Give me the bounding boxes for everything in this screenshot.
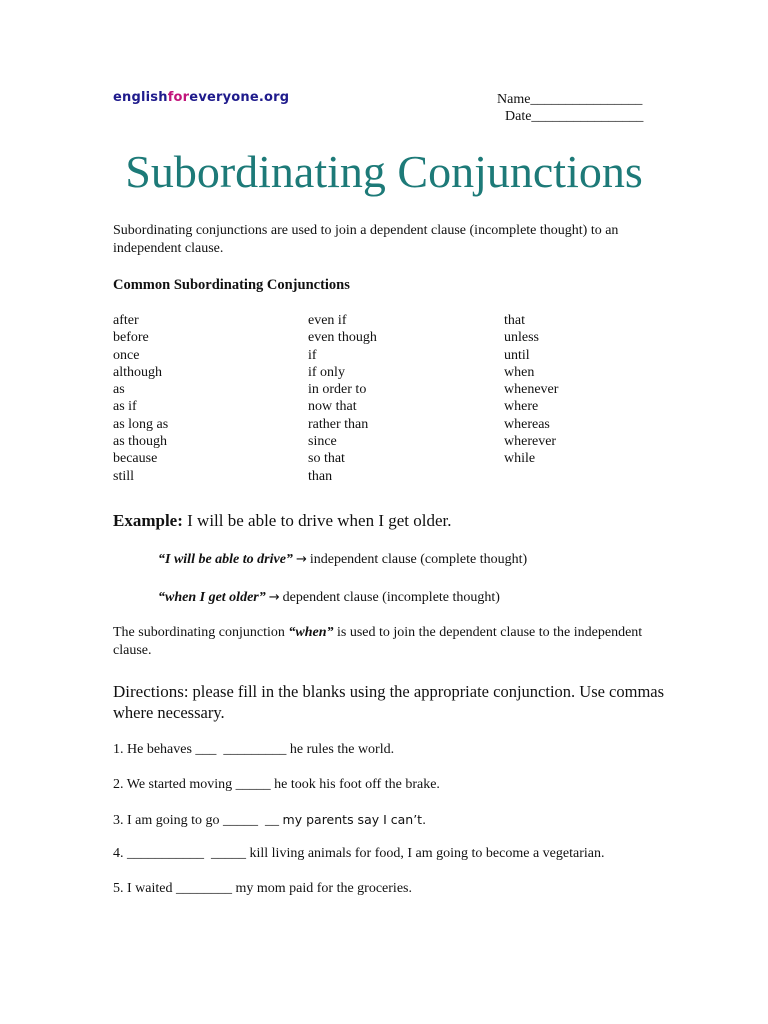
example-sentence: [113, 511, 452, 531]
dependent-clause-quote: “when I get older”: [158, 590, 266, 605]
common-conjunctions-heading: Common Subordinating Conjunctions: [113, 277, 350, 293]
independent-clause-desc: independent clause (complete thought): [309, 552, 528, 567]
conjunction-item: where: [504, 399, 539, 415]
conjunction-item: wherever: [504, 434, 557, 450]
right-arrow-icon: →: [268, 590, 280, 605]
question-3: [113, 812, 426, 829]
conjunction-item: than: [308, 468, 333, 484]
conjunction-item: when: [504, 364, 535, 380]
explain-before: The subordinating conjunction: [113, 625, 289, 640]
name-line: Name________________: [497, 92, 643, 107]
conjunction-item: as long as: [113, 416, 169, 432]
conjunction-item: after: [113, 313, 139, 328]
conjunction-item: in order to: [308, 382, 367, 398]
conjunction-item: unless: [504, 330, 539, 346]
logo-text-english: english: [113, 90, 168, 105]
intro-paragraph: Subordinating conjunctions are used to join a dependent clause (incomplete thought) to an independent clause.: [113, 223, 619, 256]
conjunction-item: once: [113, 347, 140, 363]
conjunction-item: while: [504, 451, 536, 467]
site-logo[interactable]: [113, 90, 289, 105]
page-title: Subordinating Conjunctions: [125, 146, 643, 197]
conjunction-item: as though: [113, 434, 168, 450]
question-3-start: 3. I am going to go _____ __: [113, 813, 283, 828]
conjunction-item: that: [504, 313, 525, 328]
independent-clause-line: [158, 552, 527, 568]
dependent-clause-desc: dependent clause (incomplete thought): [282, 590, 500, 605]
logo-text-for: for: [167, 90, 190, 105]
conjunction-column-2: [308, 312, 377, 485]
explain-word: “when”: [288, 625, 334, 640]
question-4: 4. ___________ _____ kill living animals for food, I am going to become a vegetarian.: [113, 846, 605, 861]
directions-label: Directions: [113, 682, 184, 701]
directions-paragraph: [113, 681, 673, 723]
conjunction-item: now that: [308, 399, 357, 415]
conjunction-item: even though: [308, 330, 377, 346]
example-label: Example:: [113, 511, 183, 530]
directions-text: : please fill in the blanks using the appropriate conjunction. Use commas where necessary.: [113, 682, 665, 722]
conjunction-column-1: [113, 312, 168, 485]
conjunction-item: as if: [113, 399, 137, 415]
example-text: I will be able to drive when I get older.: [182, 511, 452, 530]
conjunction-item: if: [308, 347, 317, 363]
date-line: Date________________: [505, 109, 644, 124]
conjunction-item: because: [113, 451, 158, 467]
dependent-clause-line: [158, 590, 500, 606]
explanation-paragraph: [113, 624, 658, 660]
conjunction-item: so that: [308, 451, 345, 467]
conjunction-item: whereas: [504, 416, 550, 432]
logo-text-everyone: everyone.org: [189, 90, 290, 105]
question-1: 1. He behaves ___ _________ he rules the world.: [113, 742, 395, 757]
explain-after: is used to join the dependent clause to the independent clause.: [113, 625, 643, 658]
right-arrow-icon: →: [295, 552, 307, 567]
name-date-block: [497, 91, 643, 125]
conjunction-item: still: [113, 468, 135, 484]
conjunction-item: as: [113, 382, 125, 398]
question-2: 2. We started moving _____ he took his foot off the brake.: [113, 777, 440, 792]
question-3-end: my parents say I can’t.: [282, 812, 427, 827]
conjunction-column-3: [504, 312, 558, 468]
conjunction-item: before: [113, 330, 149, 346]
conjunction-item: rather than: [308, 416, 369, 432]
conjunction-item: if only: [308, 364, 345, 380]
independent-clause-quote: “I will be able to drive”: [158, 552, 293, 567]
conjunction-item: although: [113, 364, 162, 380]
conjunction-item: even if: [308, 313, 347, 328]
conjunction-item: until: [504, 347, 530, 363]
conjunction-item: whenever: [504, 382, 559, 398]
conjunction-item: since: [308, 434, 337, 450]
question-5: 5. I waited ________ my mom paid for the groceries.: [113, 881, 412, 896]
